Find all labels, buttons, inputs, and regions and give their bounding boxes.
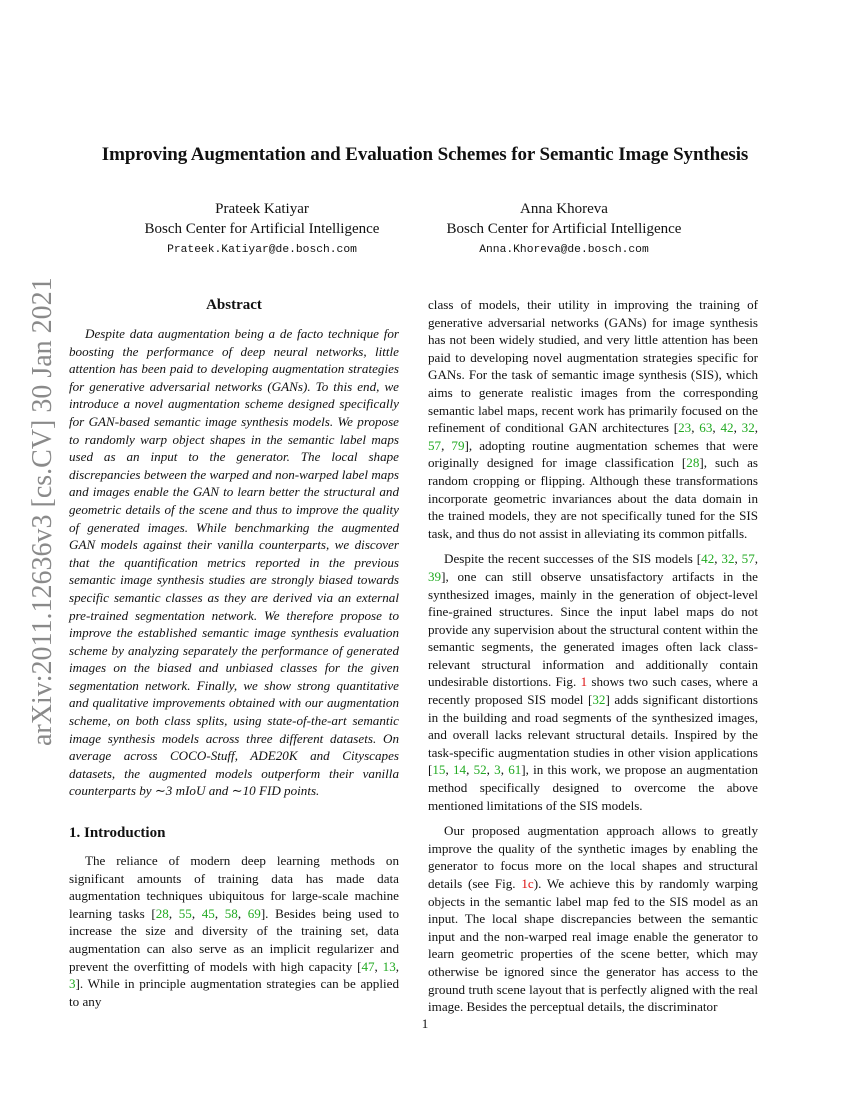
citation-link[interactable]: 52 [473,762,487,778]
author-name: Anna Khoreva [520,201,608,217]
citation-link[interactable]: 69 [247,905,261,921]
citation-link[interactable]: 28 [155,905,169,921]
citation-link[interactable]: 32 [592,692,606,708]
paper-title: Improving Augmentation and Evaluation Schemes for Semantic Image Synthesis [101,144,749,165]
citation-link[interactable]: 42 [720,420,734,436]
citation-link[interactable]: 3 [494,762,501,778]
body-paragraph: Our proposed augmentation approach allows to greatly improve the quality of the synthetic images by enabling the generator to focus more on the local shapes and structural details (see Fig. 1c). We achieve this by randomly warping objects in the semantic label map fed to the SIS model as an input. The local shape discrepancies between the semantic input and the non-warped real image enable the generator to learn geometric properties of the scene better, which may otherwise be ignored since the generator has access to the ground truth scene layout that is perfectly aligned with the real image. Besides the perceptual details, the discriminator [428,823,758,1015]
figure-link[interactable]: 1c [521,876,534,891]
citation-link[interactable]: 58 [224,905,238,921]
citation-link[interactable]: 3 [69,976,76,992]
citation-link[interactable]: 23 [678,420,692,436]
citation-link[interactable]: 55 [178,905,192,921]
abstract-heading: Abstract [206,297,262,313]
citation-link[interactable]: 63 [699,420,713,436]
citation-link[interactable]: 32 [741,420,755,436]
body-paragraph: class of models, their utility in improving the training of generative adversarial networks (GANs) for image synthesis has not been widely studied, and very little attention has been paid to developing novel augmentation strategies specific for GANs. For the task of semantic image synthesis (SIS), which aims to generate realistic images from the corresponding semantic label maps, recent work has primarily focused on the refinement of conditional GAN architectures [23, 63, 42, 32, 57, 79], adopting routine augmentation schemes that were originally designed for image classification [28], such as random cropping or flipping. Although these transformations incorporate geometric invariances about the data domain in the trained models, they are not specifically tuned for the SIS task, and thus do not assist in alleviating its common pitfalls. [428,297,759,541]
citation-link[interactable]: 32 [721,551,735,567]
section-heading-introduction: 1. Introduction [69,825,166,842]
left-column [69,296,399,1018]
author-block-2 [414,199,714,261]
citation-link[interactable]: 13 [382,958,396,974]
author-email[interactable]: Prateek.Katiyar@de.bosch.com [167,244,357,256]
citation-link[interactable]: 14 [452,762,467,778]
author-affiliation: Bosch Center for Artificial Intelligence [446,221,682,237]
intro-paragraph: The reliance of modern deep learning methods on significant amounts of training data has made data augmentation techniques ubiquitous for large-scale machine learning tasks [28, 55, 45, 58, 69]. Besides being used to increase the size and diversity of the training set, data augmentation can also serve as an implicit regularizer and prevent the overfitting of models with high capacity [47, 13, 3]. While in principle augmentation strategies can be applied to any [69,853,400,1009]
citation-link[interactable]: 28 [686,455,700,471]
arxiv-stamp: arXiv:2011.12636v3 [cs.CV] 30 Jan 2021 [27,277,58,746]
body-paragraph: Despite the recent successes of the SIS models [42, 32, 57, 39], one can still observe unsatisfactory artifacts in the synthesized images, mainly in the generation of object-level fine-grained structures. Since the input label maps do not provide any supervision about the structural content within the semantic segments, the generated images often lack class-relevant structural information and additionally contain undesirable distortions. Fig. 1 shows two such cases, where a recently proposed SIS model [32] adds significant distortions in the building and road segments of the synthesized images, and overall lacks relevant structural details. Inspired by the task-specific augmentation studies in other vision applications [15, 14, 52, 3, 61], in this work, we propose an augmentation method specifically designed to overcome the above mentioned limitations of the SIS models. [428,551,759,813]
citation-link[interactable]: 79 [451,437,465,453]
citation-link[interactable]: 47 [361,958,375,974]
citation-link[interactable]: 45 [201,905,215,921]
right-column [428,296,758,1024]
citation-link[interactable]: 39 [428,568,442,584]
citation-link[interactable]: 57 [741,551,755,567]
author-block-1 [112,199,412,261]
citation-link[interactable]: 57 [428,437,442,453]
citation-link[interactable]: 42 [701,551,715,567]
figure-link[interactable]: 1 [580,674,588,690]
page-number: 1 [421,1016,429,1031]
author-affiliation: Bosch Center for Artificial Intelligence [144,221,380,237]
author-email[interactable]: Anna.Khoreva@de.bosch.com [479,244,649,256]
citation-link[interactable]: 15 [432,762,446,778]
author-name: Prateek Katiyar [215,201,309,217]
abstract-text: Despite data augmentation being a de facto technique for boosting the performance of deep neural networks, little attention has been paid to developing augmentation strategies for generative adversarial networks (GANs). To this end, we introduce a novel augmentation scheme designed specifically for GAN-based semantic image synthesis models. We propose to randomly warp object shapes in the semantic label maps used as an input to the generator. The local shape discrepancies between the warped and non-warped label maps and images enable the GAN to learn better the structural and geometric details of the scene and thus to improve the quality of generated images. While benchmarking the augmented GAN models against their vanilla counterparts, we discover that the quantification metrics reported in the previous semantic image synthesis studies are strongly biased towards specific semantic classes as they are derived via an external pre-trained segmentation network. We therefore propose to improve the established semantic image synthesis evaluation scheme by analyzing separately the performance of generated images on the biased and unbiased classes for the given segmentation network. Finally, we show strong quantitative and qualitative improvements obtained with our augmentation scheme, on both class splits, using state-of-the-art semantic image synthesis models across three different datasets. On average across COCO-Stuff, ADE20K and Cityscapes datasets, the augmented models outperform their vanilla counterparts by ∼3 mIoU and ∼10 FID points. [69,326,399,799]
citation-link[interactable]: 61 [508,762,522,778]
